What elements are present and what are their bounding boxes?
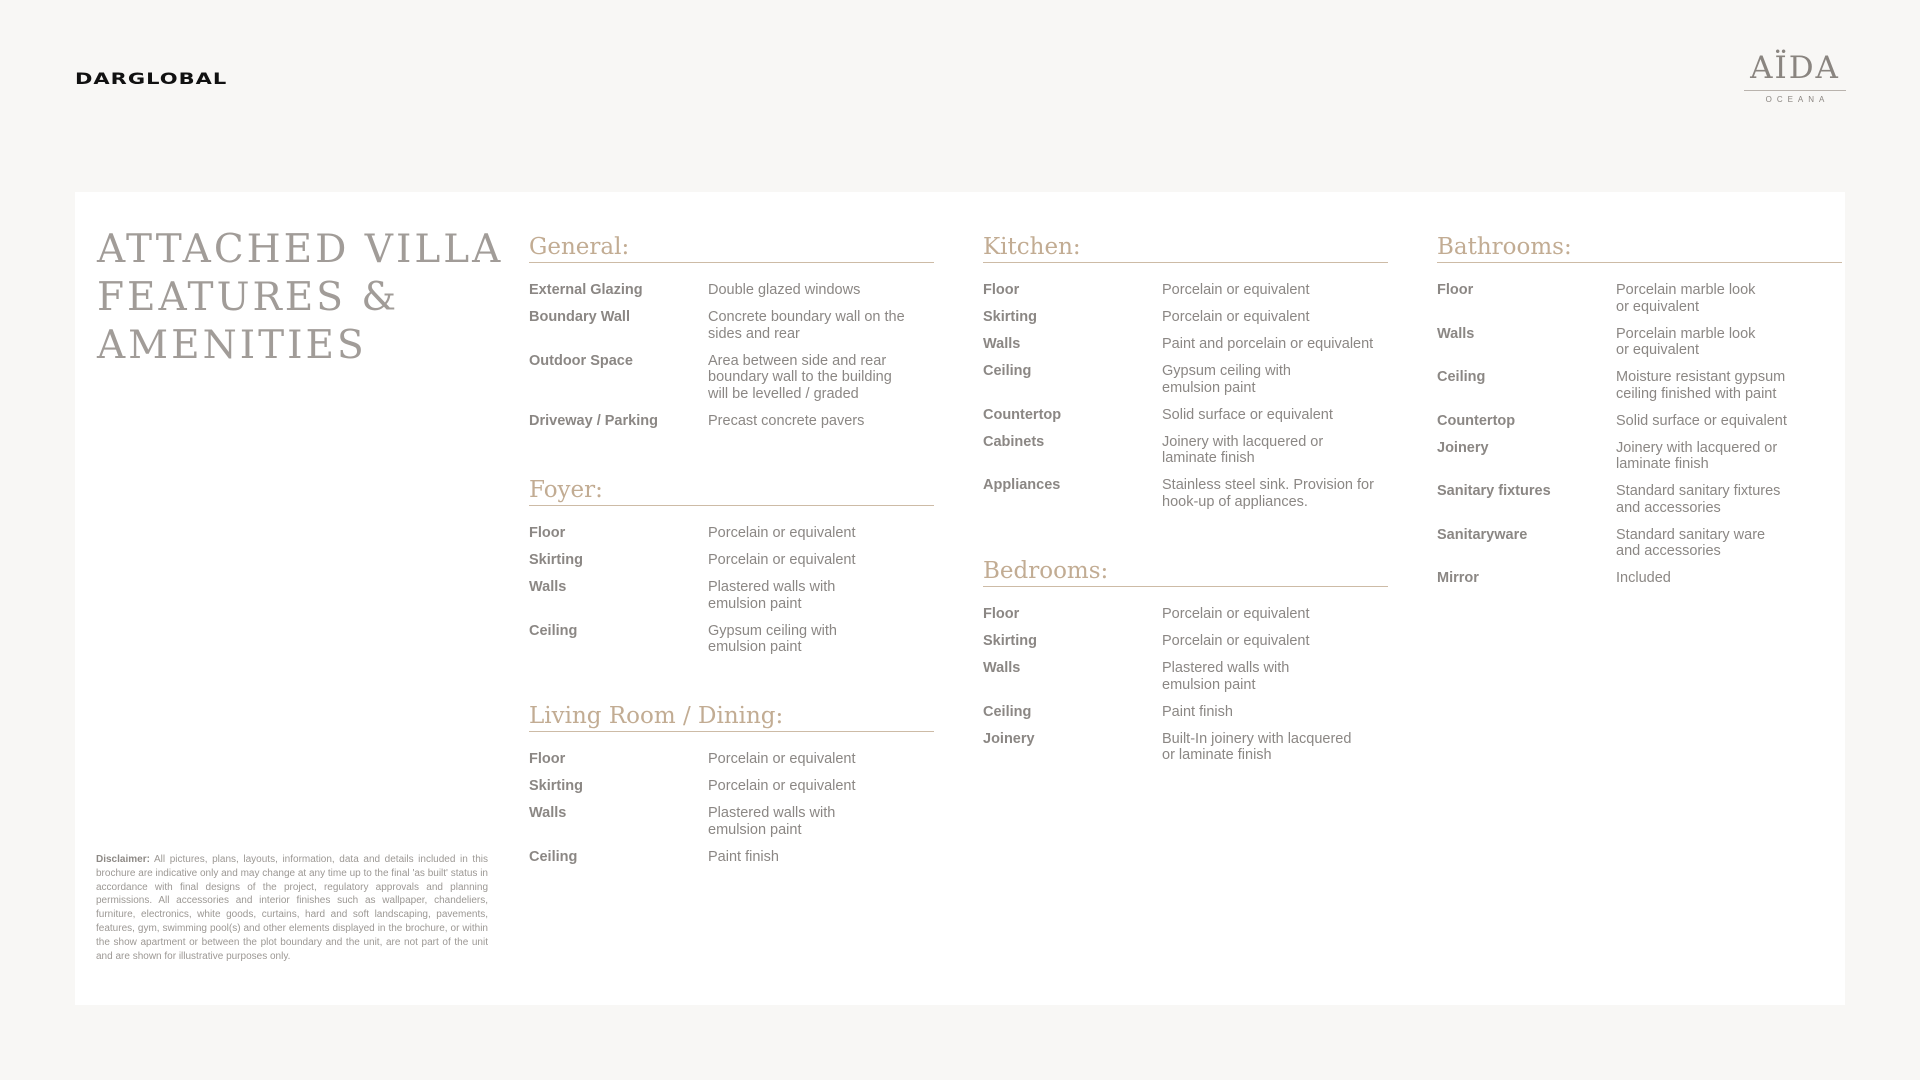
spec-row [529, 778, 934, 795]
spec-label: Floor [529, 751, 566, 767]
spec-label: Floor [1437, 282, 1474, 298]
spec-value: Porcelain marble look or equivalent [1616, 325, 1756, 358]
page-title [97, 226, 503, 370]
section-heading: Foyer: [529, 475, 934, 506]
spec-value: Standard sanitary ware and accessories [1616, 526, 1766, 559]
spec-value: Solid surface or equivalent [1616, 412, 1787, 429]
spec-row [529, 849, 934, 866]
spec-value: Concrete boundary wall on the sides and rear [708, 309, 905, 342]
spec-value: Porcelain or equivalent [1162, 633, 1310, 649]
section-heading: Living Room / Dining: [529, 701, 934, 732]
spec-row [983, 633, 1388, 650]
spec-label: Walls [983, 660, 1021, 676]
spec-list [983, 606, 1388, 764]
spec-value: Plastered walls with emulsion paint [708, 579, 836, 612]
spec-label: Outdoor Space [529, 352, 633, 369]
spec-label: External Glazing [529, 282, 643, 298]
spec-row [529, 282, 934, 299]
spec-label: Floor [529, 525, 566, 541]
section-heading: Bedrooms: [983, 556, 1388, 587]
disclaimer-label: Disclaimer: [96, 854, 150, 865]
section-heading: General: [529, 232, 934, 263]
spec-value: Built-In joinery with lacquered or laminate finish [1162, 730, 1352, 763]
section-bedrooms [983, 556, 1388, 774]
spec-value: Porcelain or equivalent [708, 751, 856, 767]
spec-row [983, 336, 1388, 353]
spec-label: Skirting [983, 633, 1037, 649]
spec-value: Included [1616, 570, 1671, 586]
section-kitchen [983, 232, 1388, 521]
spec-row [529, 525, 934, 542]
spec-label: Countertop [983, 406, 1062, 423]
spec-row [983, 477, 1388, 510]
spec-label: Cabinets [983, 433, 1045, 450]
spec-label: Ceiling [529, 622, 578, 639]
spec-value: Porcelain or equivalent [1162, 606, 1310, 622]
spec-label: Floor [983, 606, 1020, 622]
spec-label: Skirting [983, 309, 1037, 325]
spec-value: Paint finish [1162, 703, 1233, 720]
spec-label: Walls [529, 579, 567, 595]
project-name: AÏDA [1750, 50, 1840, 86]
spec-value: Solid surface or equivalent [1162, 406, 1333, 423]
spec-value: Area between side and rear boundary wall to the building will be levelled / graded [708, 352, 892, 402]
spec-value: Porcelain or equivalent [708, 525, 856, 541]
spec-value: Paint and porcelain or equivalent [1162, 336, 1374, 352]
section-foyer [529, 475, 934, 666]
section-living-dining [529, 701, 934, 876]
spec-label: Sanitaryware [1437, 526, 1528, 543]
section-general [529, 232, 934, 440]
features-panel [75, 192, 1845, 1005]
spec-list [529, 525, 934, 656]
spec-row [529, 353, 934, 403]
spec-label: Boundary Wall [529, 309, 630, 325]
spec-row [1437, 440, 1842, 473]
spec-label: Mirror [1437, 570, 1479, 586]
title-line: AMENITIES [97, 323, 367, 368]
spec-row [1437, 369, 1842, 402]
spec-label: Floor [983, 282, 1020, 298]
spec-row [983, 309, 1388, 326]
spec-value: Porcelain or equivalent [1162, 282, 1310, 298]
spec-value: Plastered walls with emulsion paint [708, 805, 836, 838]
spec-row [983, 704, 1388, 721]
spec-row [983, 363, 1388, 396]
spec-label: Skirting [529, 778, 583, 794]
spec-row [529, 623, 934, 656]
section-heading: Bathrooms: [1437, 232, 1842, 263]
spec-row [983, 282, 1388, 299]
spec-label: Joinery [1437, 439, 1489, 456]
spec-value: Double glazed windows [708, 282, 861, 298]
spec-value: Joinery with lacquered or laminate finish [1616, 439, 1778, 472]
disclaimer [96, 853, 488, 963]
spec-row [529, 552, 934, 569]
spec-label: Sanitary fixtures [1437, 483, 1551, 499]
project-subname: OCEANA [1744, 90, 1846, 104]
spec-row [983, 660, 1388, 693]
spec-label: Driveway / Parking [529, 412, 658, 429]
aida-oceana-logo [1744, 50, 1846, 104]
spec-row [1437, 483, 1842, 516]
spec-value: Plastered walls with emulsion paint [1162, 660, 1290, 693]
spec-value: Precast concrete pavers [708, 412, 865, 429]
spec-value: Standard sanitary fixtures and accessories [1616, 483, 1781, 516]
spec-row [529, 579, 934, 612]
spec-value: Moisture resistant gypsum ceiling finished with paint [1616, 369, 1786, 402]
spec-value: Porcelain marble look or equivalent [1616, 282, 1756, 315]
spec-row [983, 606, 1388, 623]
spec-list [529, 282, 934, 429]
section-bathrooms [1437, 232, 1842, 597]
disclaimer-text: All pictures, plans, layouts, information, data and details included in this brochure are indicative only and may change at any time up to the final 'as built' status in accordance with final designs of the project, regulatory approvals and planning permissions. All accessories and interior finishes such as wallpaper, chandeliers, furniture, electronics, white goods, curtains, hard and soft landscaping, pavements, features, gym, swimming pool(s) and other elements displayed in the brochure, or within the show apartment or between the plot boundary and the unit, are not part of the unit and are shown for illustrative purposes only. [96, 854, 488, 962]
spec-label: Walls [529, 805, 567, 821]
spec-label: Walls [983, 336, 1021, 352]
spec-row [529, 751, 934, 768]
spec-value: Paint finish [708, 848, 779, 865]
spec-value: Gypsum ceiling with emulsion paint [708, 622, 837, 655]
spec-value: Joinery with lacquered or laminate finish [1162, 433, 1324, 466]
spec-label: Ceiling [529, 848, 578, 865]
spec-list [1437, 282, 1842, 587]
title-line: FEATURES & [97, 275, 400, 320]
spec-label: Ceiling [1437, 369, 1486, 385]
spec-list [529, 751, 934, 865]
spec-label: Ceiling [983, 363, 1032, 379]
spec-value: Porcelain or equivalent [708, 552, 856, 568]
spec-label: Skirting [529, 552, 583, 568]
spec-row [1437, 570, 1842, 587]
spec-row [529, 805, 934, 838]
spec-row [983, 407, 1388, 424]
spec-label: Appliances [983, 477, 1061, 493]
spec-list [983, 282, 1388, 510]
spec-row [1437, 282, 1842, 315]
spec-value: Porcelain or equivalent [708, 778, 856, 794]
spec-row [1437, 326, 1842, 359]
spec-label: Joinery [983, 730, 1035, 747]
dar-global-logo: DARGLOBAL [75, 69, 228, 88]
spec-row [1437, 527, 1842, 560]
spec-row [1437, 413, 1842, 430]
spec-value: Stainless steel sink. Provision for hook-up of appliances. [1162, 477, 1374, 510]
spec-value: Porcelain or equivalent [1162, 309, 1310, 325]
title-line: ATTACHED VILLA [97, 227, 504, 272]
spec-row [529, 413, 934, 430]
spec-label: Ceiling [983, 703, 1032, 720]
spec-label: Countertop [1437, 412, 1516, 429]
spec-row [983, 731, 1388, 764]
spec-row [529, 309, 934, 342]
section-heading: Kitchen: [983, 232, 1388, 263]
spec-value: Gypsum ceiling with emulsion paint [1162, 363, 1291, 396]
spec-row [983, 434, 1388, 467]
spec-label: Walls [1437, 325, 1475, 342]
